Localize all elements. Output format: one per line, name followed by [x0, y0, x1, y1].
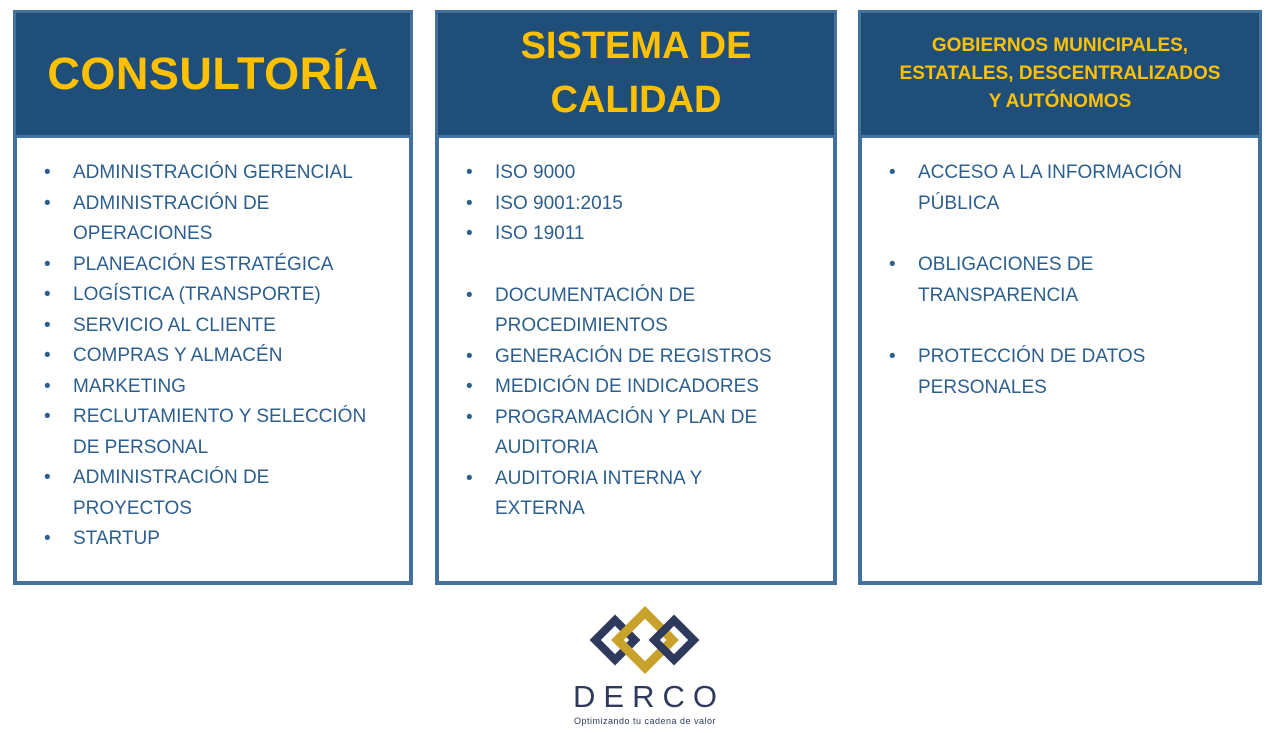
panel-consultoria-body [13, 138, 413, 585]
panel-gobiernos-header [858, 10, 1262, 138]
panel-consultoria-header [13, 10, 413, 138]
list-item: • RECLUTAMIENTO Y SELECCIÓN DE PERSONAL [73, 402, 371, 463]
list-item: • PLANEACIÓN ESTRATÉGICA [73, 250, 371, 281]
list-item: • OBLIGACIONES DE TRANSPARENCIA [918, 250, 1220, 311]
list-item: • ADMINISTRACIÓN DE PROYECTOS [73, 463, 371, 524]
list-item: • ISO 19011 [495, 219, 795, 250]
list-item: • STARTUP [73, 524, 371, 555]
list-item: • AUDITORIA INTERNA Y EXTERNA [495, 464, 795, 525]
consultoria-item-list [17, 158, 409, 555]
list-item: • GENERACIÓN DE REGISTROS [495, 342, 795, 373]
list-item: • COMPRAS Y ALMACÉN [73, 341, 371, 372]
list-item: • MEDICIÓN DE INDICADORES [495, 372, 795, 403]
panel-gobiernos [858, 10, 1262, 585]
list-item: • MARKETING [73, 372, 371, 403]
panel-consultoria-title: CONSULTORÍA [47, 48, 379, 99]
list-item: • ISO 9001:2015 [495, 189, 795, 220]
panel-consultoria [13, 10, 413, 585]
panel-sistema-calidad-title: SISTEMA DE CALIDAD [520, 25, 752, 121]
list-item: • SERVICIO AL CLIENTE [73, 311, 371, 342]
list-item: • DOCUMENTACIÓN DE PROCEDIMIENTOS [495, 281, 795, 342]
logo-tagline: Optimizando tu cadena de valor [573, 716, 717, 726]
derco-logo [573, 604, 725, 726]
panel-gobiernos-title: GOBIERNOS MUNICIPALES, ESTATALES, DESCENTRALIZADOS Y AUTÓNOMOS [899, 34, 1221, 113]
panel-gobiernos-body [858, 138, 1262, 585]
panel-sistema-calidad-body [435, 138, 837, 585]
list-item: • PROGRAMACIÓN Y PLAN DE AUDITORIA [495, 403, 795, 464]
list-item: • ISO 9000 [495, 158, 795, 189]
list-item: • ADMINISTRACIÓN DE OPERACIONES [73, 189, 371, 250]
sistema-calidad-item-list [439, 158, 833, 525]
gobiernos-item-list [862, 158, 1258, 403]
list-item: • ACCESO A LA INFORMACIÓN PÚBLICA [918, 158, 1220, 219]
panel-sistema-calidad-header [435, 10, 837, 138]
list-item: • LOGÍSTICA (TRANSPORTE) [73, 280, 371, 311]
derco-diamonds-icon [590, 604, 700, 677]
list-item: • ADMINISTRACIÓN GERENCIAL [73, 158, 371, 189]
logo-wordmark: DERCO [573, 679, 725, 714]
panel-sistema-calidad [435, 10, 837, 585]
list-item: • PROTECCIÓN DE DATOS PERSONALES [918, 342, 1220, 403]
